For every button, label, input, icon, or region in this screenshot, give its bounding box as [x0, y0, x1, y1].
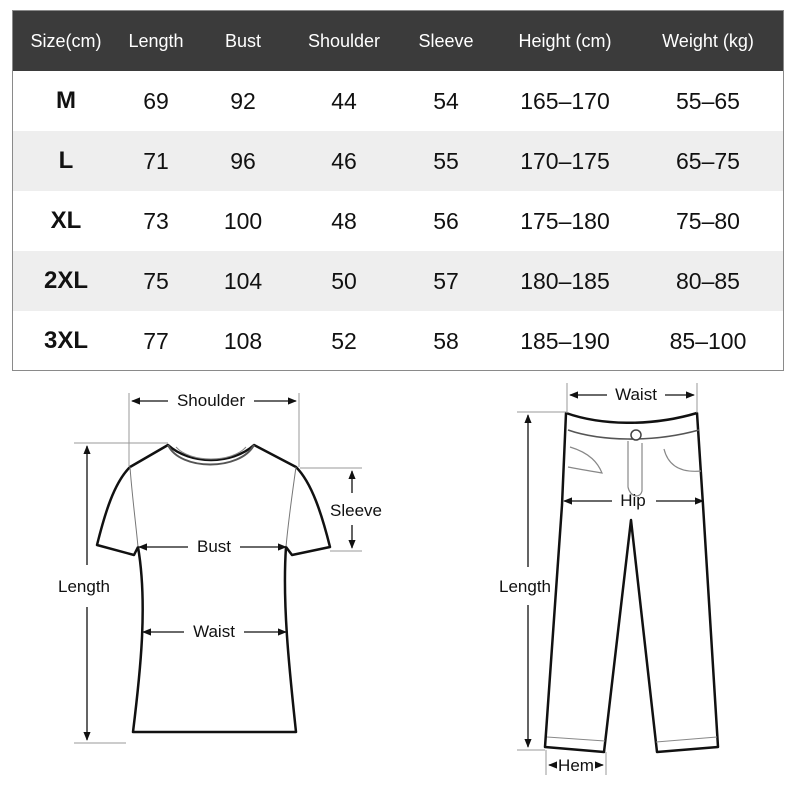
- table-row: [13, 71, 783, 131]
- cell-shoulder: 46: [331, 147, 357, 174]
- cell-length: 77: [143, 327, 169, 354]
- pants-hem-label: Hem: [558, 756, 594, 775]
- cell-length: 73: [143, 207, 169, 234]
- header-sleeve: Sleeve: [418, 30, 474, 51]
- cell-height: 175–180: [520, 207, 610, 234]
- cell-length: 71: [143, 147, 169, 174]
- tshirt-illustration: [97, 445, 330, 732]
- pants-hem-dimension: [546, 750, 606, 775]
- table-row: [13, 311, 783, 371]
- cell-size: M: [56, 87, 76, 114]
- header-shoulder: Shoulder: [307, 30, 381, 51]
- header-length: Length: [128, 30, 184, 51]
- cell-bust: 96: [230, 147, 256, 174]
- cell-weight: 55–65: [676, 87, 740, 114]
- cell-shoulder: 50: [331, 267, 357, 294]
- header-bust: Bust: [224, 30, 262, 51]
- cell-bust: 108: [223, 327, 263, 354]
- cell-weight: 65–75: [676, 147, 740, 174]
- cell-length: 75: [143, 267, 169, 294]
- pants-outline: [545, 413, 718, 752]
- shirt-sleeve-label: Sleeve: [330, 501, 382, 520]
- cell-size: XL: [50, 207, 82, 234]
- cell-size: L: [58, 147, 74, 174]
- cell-size: 2XL: [43, 267, 88, 294]
- pants-length-label: Length: [499, 577, 551, 596]
- size-chart-table: [12, 10, 784, 371]
- header-height: Height (cm): [518, 30, 612, 51]
- table-row: [13, 191, 783, 251]
- cell-bust: 104: [223, 267, 263, 294]
- cell-height: 170–175: [520, 147, 610, 174]
- table-header-row: [13, 11, 783, 71]
- cell-bust: 92: [230, 87, 256, 114]
- cell-weight: 80–85: [676, 267, 740, 294]
- cell-height: 165–170: [520, 87, 610, 114]
- cell-shoulder: 44: [331, 87, 357, 114]
- table-row: [13, 251, 783, 311]
- pants-button: [631, 430, 641, 440]
- cell-length: 69: [143, 87, 169, 114]
- header-size: Size(cm): [30, 30, 102, 51]
- cell-sleeve: 54: [433, 87, 459, 114]
- header-weight: Weight (kg): [662, 30, 754, 51]
- cell-sleeve: 58: [433, 327, 459, 354]
- cell-shoulder: 48: [331, 207, 357, 234]
- cell-height: 180–185: [520, 267, 610, 294]
- cell-height: 185–190: [520, 327, 610, 354]
- cell-weight: 75–80: [676, 207, 740, 234]
- shirt-bust-label: Bust: [196, 537, 232, 556]
- pants-waist-label: Waist: [615, 385, 657, 404]
- cell-sleeve: 57: [433, 267, 459, 294]
- cell-size: 3XL: [43, 327, 88, 354]
- shirt-waist-label: Waist: [193, 622, 235, 641]
- measurement-diagram: [0, 375, 800, 800]
- cell-sleeve: 56: [433, 207, 459, 234]
- cell-sleeve: 55: [433, 147, 459, 174]
- pants-illustration: [545, 413, 718, 752]
- shirt-shoulder-label: Shoulder: [176, 391, 246, 410]
- pants-hip-label: Hip: [620, 491, 646, 510]
- shirt-length-label: Length: [58, 577, 110, 596]
- cell-weight: 85–100: [669, 327, 747, 354]
- pants-waist-dimension: [567, 383, 697, 413]
- table-row: [13, 131, 783, 191]
- cell-bust: 100: [223, 207, 263, 234]
- cell-shoulder: 52: [331, 327, 357, 354]
